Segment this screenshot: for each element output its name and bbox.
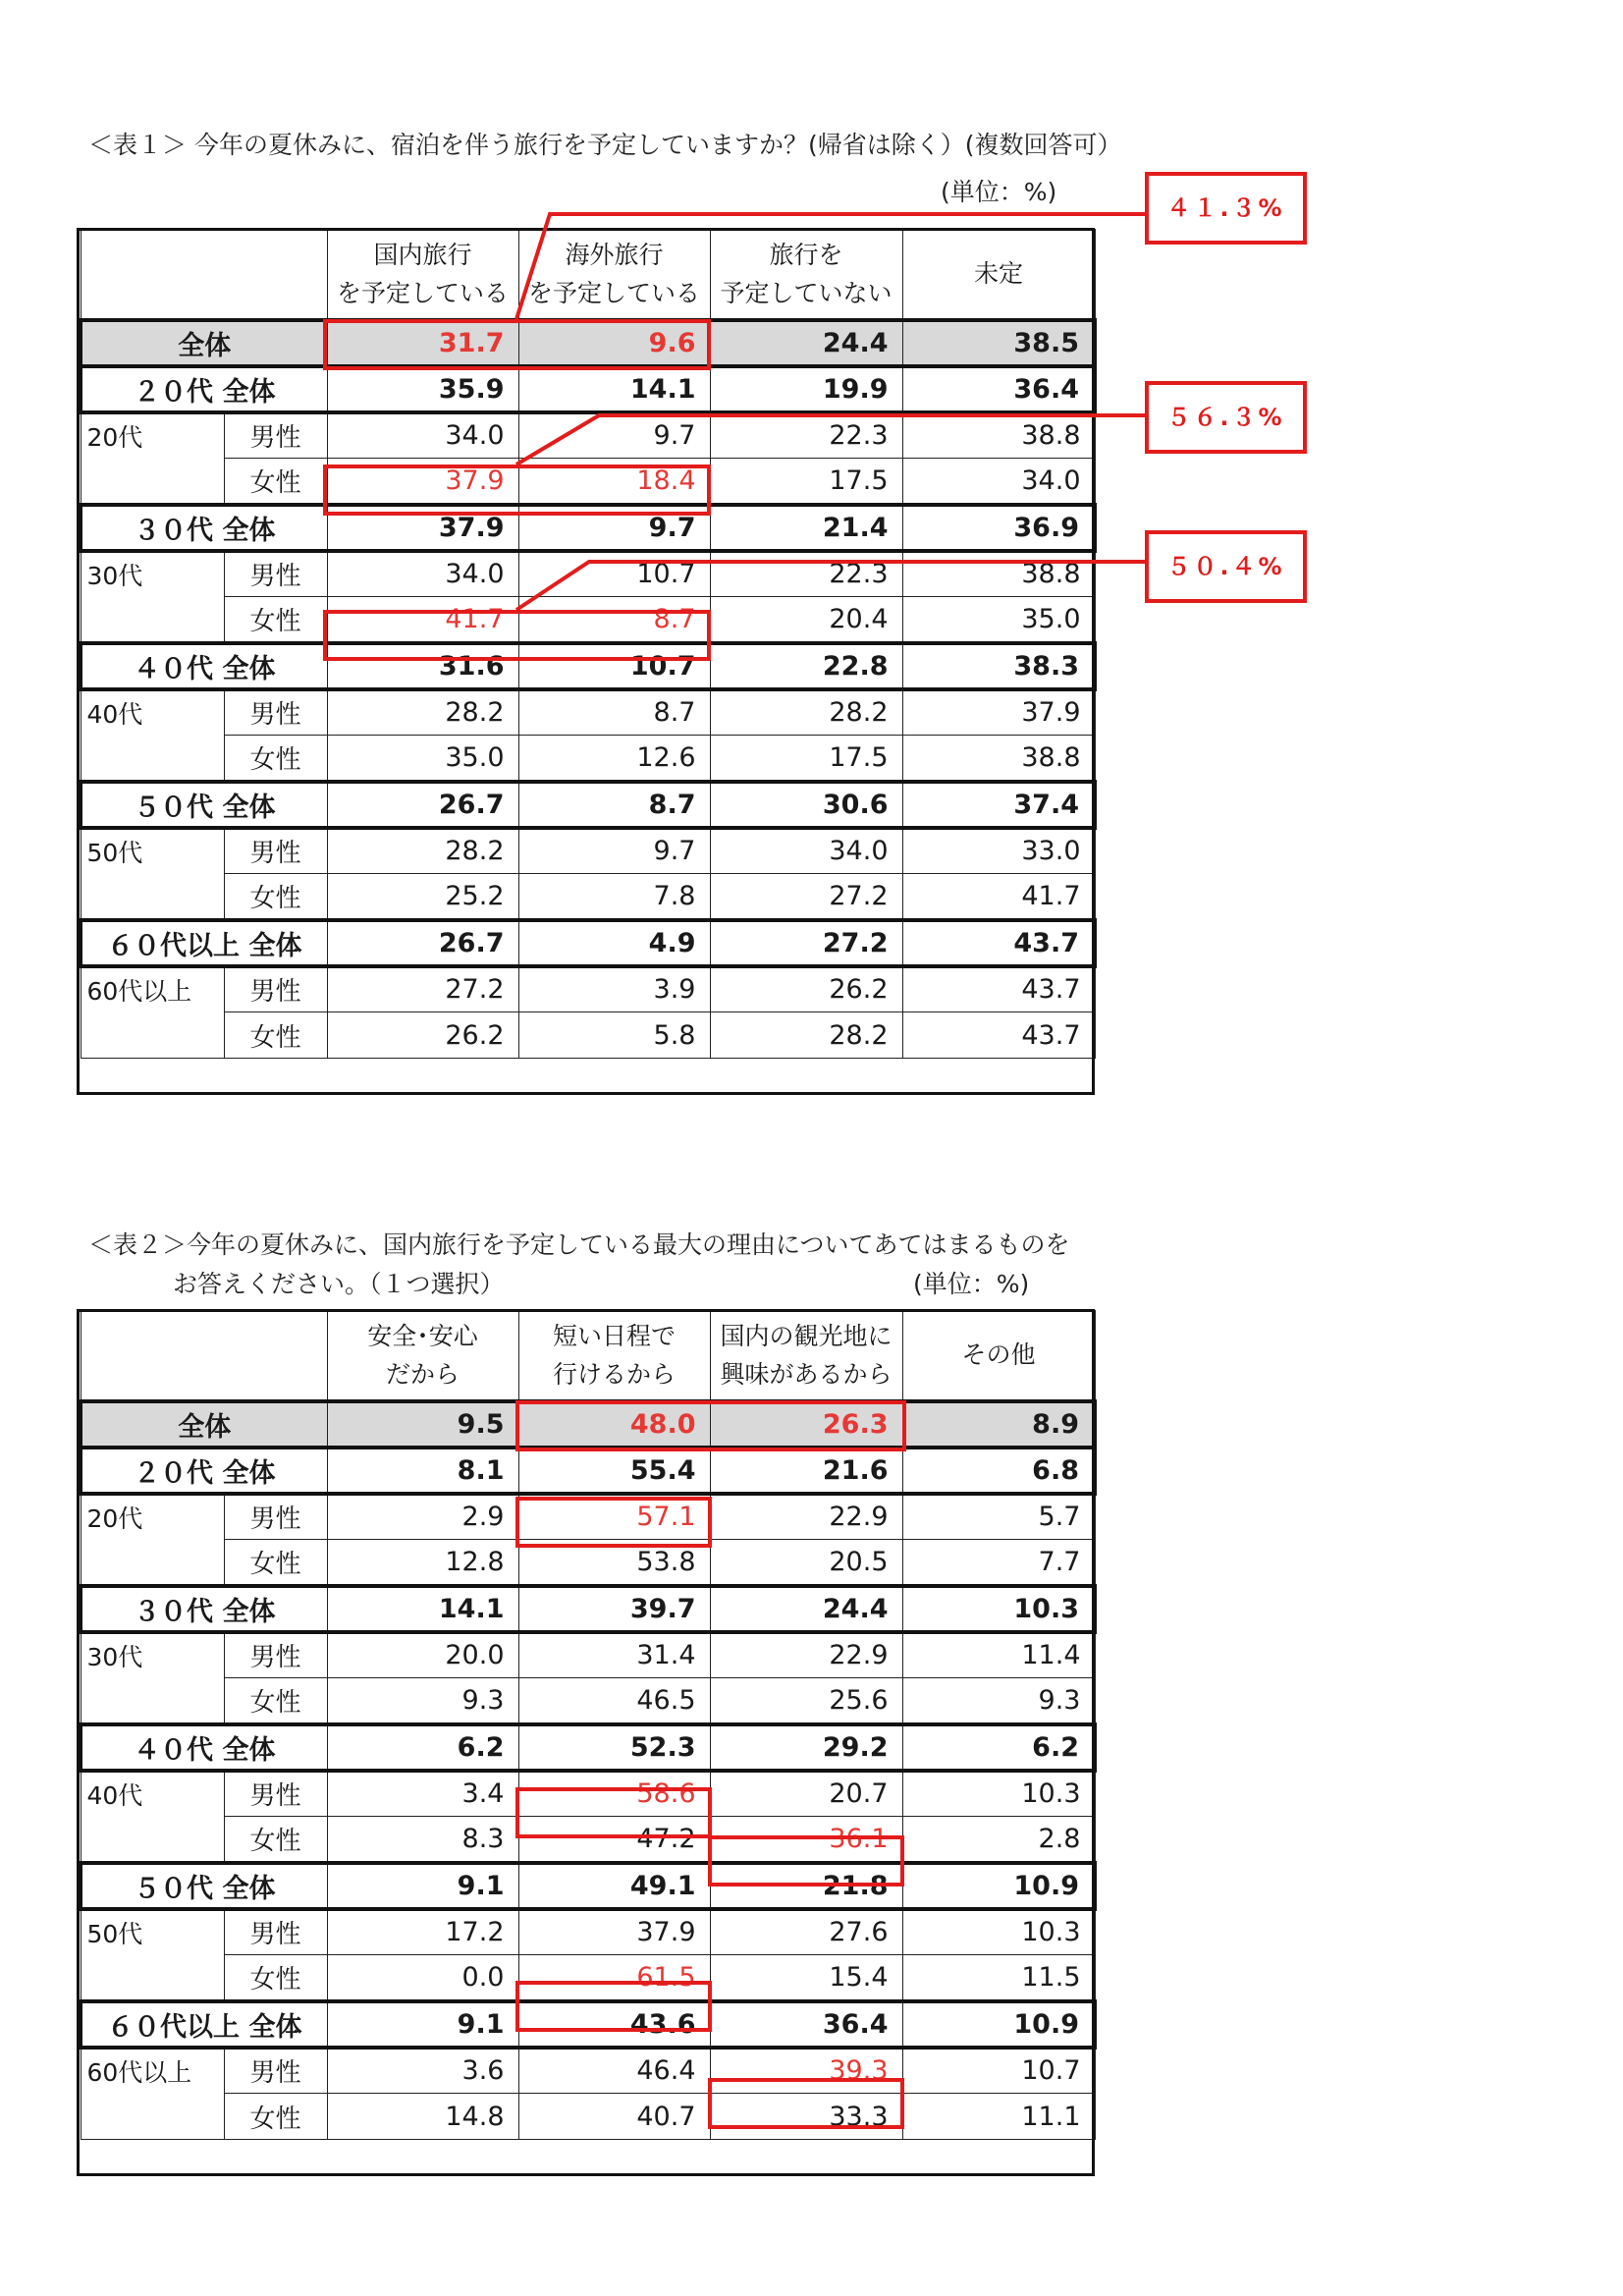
value-cell: 41.7 — [327, 597, 518, 643]
value-cell: 6.2 — [902, 1724, 1095, 1771]
value-cell: 25.6 — [710, 1678, 902, 1724]
value-cell: 20.5 — [710, 1540, 902, 1586]
table-row — [81, 1724, 1095, 1771]
value-cell: 8.3 — [327, 1817, 518, 1863]
row-label: 全体 — [81, 320, 327, 366]
table-row — [81, 1863, 1095, 1909]
value-cell: 22.8 — [710, 643, 902, 689]
table2-title-line2: お答えください。（１つ選択） — [173, 1270, 505, 1298]
column-header: 旅行を 予定していない — [710, 230, 902, 320]
value-cell: 14.8 — [327, 2094, 518, 2140]
table-row — [81, 689, 1095, 736]
value-cell: 29.2 — [710, 1724, 902, 1771]
header-row — [81, 230, 1095, 320]
gender-label: 女性 — [224, 597, 327, 643]
value-cell: 8.7 — [518, 689, 710, 736]
age-group-label: 50代 — [81, 1909, 224, 2001]
table-row — [81, 1909, 1095, 1955]
value-cell: 25.2 — [327, 874, 518, 920]
value-cell: 26.7 — [327, 920, 518, 966]
table-row — [81, 1955, 1095, 2001]
row-label: ５０代 全体 — [81, 782, 327, 828]
value-cell: 28.2 — [710, 689, 902, 736]
age-group-label: 60代以上 — [81, 966, 224, 1059]
gender-label: 女性 — [224, 1678, 327, 1724]
table-row — [81, 1771, 1095, 1817]
value-cell: 49.1 — [518, 1863, 710, 1909]
table-row — [81, 643, 1095, 689]
value-cell: 57.1 — [518, 1494, 710, 1540]
value-cell: 34.0 — [327, 412, 518, 459]
age-group-label: 50代 — [81, 828, 224, 920]
table-row — [81, 366, 1095, 412]
table1-title: ＜表１＞ 今年の夏休みに、宿泊を伴う旅行を予定していますか？(帰省は除く）(複数回答可） — [88, 131, 1122, 159]
value-cell: 30.6 — [710, 782, 902, 828]
value-cell: 37.9 — [327, 459, 518, 505]
value-cell: 9.5 — [327, 1401, 518, 1448]
value-cell: 38.3 — [902, 643, 1095, 689]
age-group-label: 60代以上 — [81, 2048, 224, 2140]
value-cell: 9.7 — [518, 828, 710, 874]
table1-unit: (単位：%) — [941, 178, 1057, 206]
value-cell: 10.7 — [518, 643, 710, 689]
age-group-label: 20代 — [81, 1494, 224, 1586]
table-row — [81, 1012, 1095, 1059]
value-cell: 39.3 — [710, 2048, 902, 2094]
table2-title-line1: ＜表２＞今年の夏休みに、国内旅行を予定している最大の理由についてあてはまるものを — [88, 1230, 1070, 1259]
value-cell: 9.1 — [327, 1863, 518, 1909]
value-cell: 11.1 — [902, 2094, 1095, 2140]
value-cell: 27.2 — [710, 874, 902, 920]
callout-overall: ４１.３% — [1145, 172, 1307, 245]
value-cell: 10.3 — [902, 1586, 1095, 1632]
value-cell: 35.0 — [902, 597, 1095, 643]
value-cell: 17.5 — [710, 736, 902, 782]
table2-body — [81, 1311, 1095, 2140]
value-cell: 11.5 — [902, 1955, 1095, 2001]
value-cell: 36.4 — [902, 366, 1095, 412]
table-row — [81, 1401, 1095, 1448]
value-cell: 31.7 — [327, 320, 518, 366]
table-row — [81, 1448, 1095, 1494]
table-row — [81, 2001, 1095, 2048]
row-label: ２０代 全体 — [81, 1448, 327, 1494]
value-cell: 26.7 — [327, 782, 518, 828]
value-cell: 36.4 — [710, 2001, 902, 2048]
callout-30s-female: ５０.４% — [1145, 530, 1307, 603]
value-cell: 46.4 — [518, 2048, 710, 2094]
value-cell: 27.2 — [327, 966, 518, 1012]
value-cell: 26.2 — [327, 1012, 518, 1059]
value-cell: 40.7 — [518, 2094, 710, 2140]
gender-label: 女性 — [224, 1817, 327, 1863]
gender-label: 女性 — [224, 459, 327, 505]
value-cell: 5.7 — [902, 1494, 1095, 1540]
gender-label: 女性 — [224, 1012, 327, 1059]
row-label: ４０代 全体 — [81, 1724, 327, 1771]
table-row — [81, 320, 1095, 366]
value-cell: 14.1 — [518, 366, 710, 412]
value-cell: 38.8 — [902, 412, 1095, 459]
value-cell: 17.5 — [710, 459, 902, 505]
column-header: 安全･安心 だから — [327, 1311, 518, 1401]
value-cell: 12.6 — [518, 736, 710, 782]
table-row — [81, 2094, 1095, 2140]
table-row — [81, 551, 1095, 597]
table-row — [81, 1678, 1095, 1724]
value-cell: 48.0 — [518, 1401, 710, 1448]
value-cell: 22.3 — [710, 412, 902, 459]
value-cell: 31.6 — [327, 643, 518, 689]
row-label: ２０代 全体 — [81, 366, 327, 412]
table2-unit: (単位：%) — [913, 1270, 1030, 1298]
value-cell: 26.3 — [710, 1401, 902, 1448]
value-cell: 36.9 — [902, 505, 1095, 551]
row-label: ６０代以上 全体 — [81, 2001, 327, 2048]
value-cell: 38.5 — [902, 320, 1095, 366]
gender-label: 男性 — [224, 1632, 327, 1678]
header-corner — [81, 1311, 327, 1401]
value-cell: 43.6 — [518, 2001, 710, 2048]
table-row — [81, 874, 1095, 920]
value-cell: 55.4 — [518, 1448, 710, 1494]
value-cell: 10.3 — [902, 1909, 1095, 1955]
value-cell: 26.2 — [710, 966, 902, 1012]
row-label: ３０代 全体 — [81, 505, 327, 551]
value-cell: 3.4 — [327, 1771, 518, 1817]
callout-20s-female: ５６.３% — [1145, 381, 1307, 454]
table-row — [81, 736, 1095, 782]
value-cell: 2.8 — [902, 1817, 1095, 1863]
table1-body — [81, 230, 1095, 1059]
header-row — [81, 1311, 1095, 1401]
gender-label: 女性 — [224, 2094, 327, 2140]
value-cell: 52.3 — [518, 1724, 710, 1771]
value-cell: 37.4 — [902, 782, 1095, 828]
value-cell: 46.5 — [518, 1678, 710, 1724]
row-label: ３０代 全体 — [81, 1586, 327, 1632]
value-cell: 34.0 — [710, 828, 902, 874]
value-cell: 7.7 — [902, 1540, 1095, 1586]
value-cell: 37.9 — [902, 689, 1095, 736]
value-cell: 58.6 — [518, 1771, 710, 1817]
value-cell: 19.9 — [710, 366, 902, 412]
table-row — [81, 1494, 1095, 1540]
value-cell: 18.4 — [518, 459, 710, 505]
value-cell: 10.7 — [518, 551, 710, 597]
gender-label: 男性 — [224, 689, 327, 736]
header-corner — [81, 230, 327, 320]
value-cell: 20.4 — [710, 597, 902, 643]
gender-label: 男性 — [224, 1909, 327, 1955]
value-cell: 33.3 — [710, 2094, 902, 2140]
value-cell: 9.7 — [518, 505, 710, 551]
table-row — [81, 966, 1095, 1012]
value-cell: 36.1 — [710, 1817, 902, 1863]
value-cell: 22.9 — [710, 1632, 902, 1678]
value-cell: 20.0 — [327, 1632, 518, 1678]
value-cell: 61.5 — [518, 1955, 710, 2001]
column-header: 未定 — [902, 230, 1095, 320]
row-label: ５０代 全体 — [81, 1863, 327, 1909]
value-cell: 22.3 — [710, 551, 902, 597]
value-cell: 10.3 — [902, 1771, 1095, 1817]
value-cell: 34.0 — [902, 459, 1095, 505]
gender-label: 男性 — [224, 551, 327, 597]
value-cell: 37.9 — [327, 505, 518, 551]
value-cell: 28.2 — [710, 1012, 902, 1059]
gender-label: 男性 — [224, 966, 327, 1012]
table-row — [81, 1586, 1095, 1632]
gender-label: 女性 — [224, 874, 327, 920]
gender-label: 男性 — [224, 2048, 327, 2094]
value-cell: 10.9 — [902, 1863, 1095, 1909]
value-cell: 15.4 — [710, 1955, 902, 2001]
value-cell: 21.6 — [710, 1448, 902, 1494]
age-group-label: 40代 — [81, 689, 224, 782]
value-cell: 0.0 — [327, 1955, 518, 2001]
value-cell: 11.4 — [902, 1632, 1095, 1678]
value-cell: 5.8 — [518, 1012, 710, 1059]
value-cell: 6.2 — [327, 1724, 518, 1771]
value-cell: 47.2 — [518, 1817, 710, 1863]
value-cell: 39.7 — [518, 1586, 710, 1632]
table-row — [81, 1817, 1095, 1863]
value-cell: 24.4 — [710, 320, 902, 366]
value-cell: 24.4 — [710, 1586, 902, 1632]
value-cell: 53.8 — [518, 1540, 710, 1586]
value-cell: 9.1 — [327, 2001, 518, 2048]
value-cell: 43.7 — [902, 966, 1095, 1012]
table-row — [81, 782, 1095, 828]
value-cell: 12.8 — [327, 1540, 518, 1586]
age-group-label: 30代 — [81, 551, 224, 643]
value-cell: 28.2 — [327, 689, 518, 736]
gender-label: 男性 — [224, 412, 327, 459]
row-label: ６０代以上 全体 — [81, 920, 327, 966]
column-header: 国内旅行 を予定している — [327, 230, 518, 320]
value-cell: 17.2 — [327, 1909, 518, 1955]
value-cell: 37.9 — [518, 1909, 710, 1955]
table-row — [81, 505, 1095, 551]
value-cell: 10.7 — [902, 2048, 1095, 2094]
gender-label: 女性 — [224, 736, 327, 782]
table-row — [81, 459, 1095, 505]
value-cell: 27.6 — [710, 1909, 902, 1955]
value-cell: 8.7 — [518, 782, 710, 828]
value-cell: 9.3 — [327, 1678, 518, 1724]
column-header: 海外旅行 を予定している — [518, 230, 710, 320]
value-cell: 35.0 — [327, 736, 518, 782]
value-cell: 8.9 — [902, 1401, 1095, 1448]
value-cell: 20.7 — [710, 1771, 902, 1817]
value-cell: 35.9 — [327, 366, 518, 412]
value-cell: 33.0 — [902, 828, 1095, 874]
value-cell: 9.6 — [518, 320, 710, 366]
table-row — [81, 2048, 1095, 2094]
value-cell: 38.8 — [902, 736, 1095, 782]
value-cell: 6.8 — [902, 1448, 1095, 1494]
value-cell: 9.3 — [902, 1678, 1095, 1724]
value-cell: 7.8 — [518, 874, 710, 920]
value-cell: 38.8 — [902, 551, 1095, 597]
table-row — [81, 412, 1095, 459]
row-label: ４０代 全体 — [81, 643, 327, 689]
table2 — [79, 1310, 1097, 2140]
value-cell: 21.8 — [710, 1863, 902, 1909]
value-cell: 43.7 — [902, 920, 1095, 966]
value-cell: 2.9 — [327, 1494, 518, 1540]
value-cell: 22.9 — [710, 1494, 902, 1540]
gender-label: 男性 — [224, 1771, 327, 1817]
column-header: 短い日程で 行けるから — [518, 1311, 710, 1401]
gender-label: 女性 — [224, 1540, 327, 1586]
row-label: 全体 — [81, 1401, 327, 1448]
value-cell: 14.1 — [327, 1586, 518, 1632]
value-cell: 8.7 — [518, 597, 710, 643]
age-group-label: 40代 — [81, 1771, 224, 1863]
gender-label: 男性 — [224, 1494, 327, 1540]
value-cell: 31.4 — [518, 1632, 710, 1678]
value-cell: 10.9 — [902, 2001, 1095, 2048]
age-group-label: 30代 — [81, 1632, 224, 1724]
table-row — [81, 1632, 1095, 1678]
value-cell: 9.7 — [518, 412, 710, 459]
value-cell: 3.6 — [327, 2048, 518, 2094]
value-cell: 27.2 — [710, 920, 902, 966]
gender-label: 男性 — [224, 828, 327, 874]
value-cell: 43.7 — [902, 1012, 1095, 1059]
table-row — [81, 920, 1095, 966]
value-cell: 8.1 — [327, 1448, 518, 1494]
table-row — [81, 1540, 1095, 1586]
gender-label: 女性 — [224, 1955, 327, 2001]
table1 — [79, 229, 1097, 1059]
column-header: その他 — [902, 1311, 1095, 1401]
value-cell: 28.2 — [327, 828, 518, 874]
age-group-label: 20代 — [81, 412, 224, 505]
table-row — [81, 597, 1095, 643]
value-cell: 41.7 — [902, 874, 1095, 920]
value-cell: 34.0 — [327, 551, 518, 597]
value-cell: 3.9 — [518, 966, 710, 1012]
value-cell: 21.4 — [710, 505, 902, 551]
value-cell: 4.9 — [518, 920, 710, 966]
table-row — [81, 828, 1095, 874]
column-header: 国内の観光地に 興味があるから — [710, 1311, 902, 1401]
